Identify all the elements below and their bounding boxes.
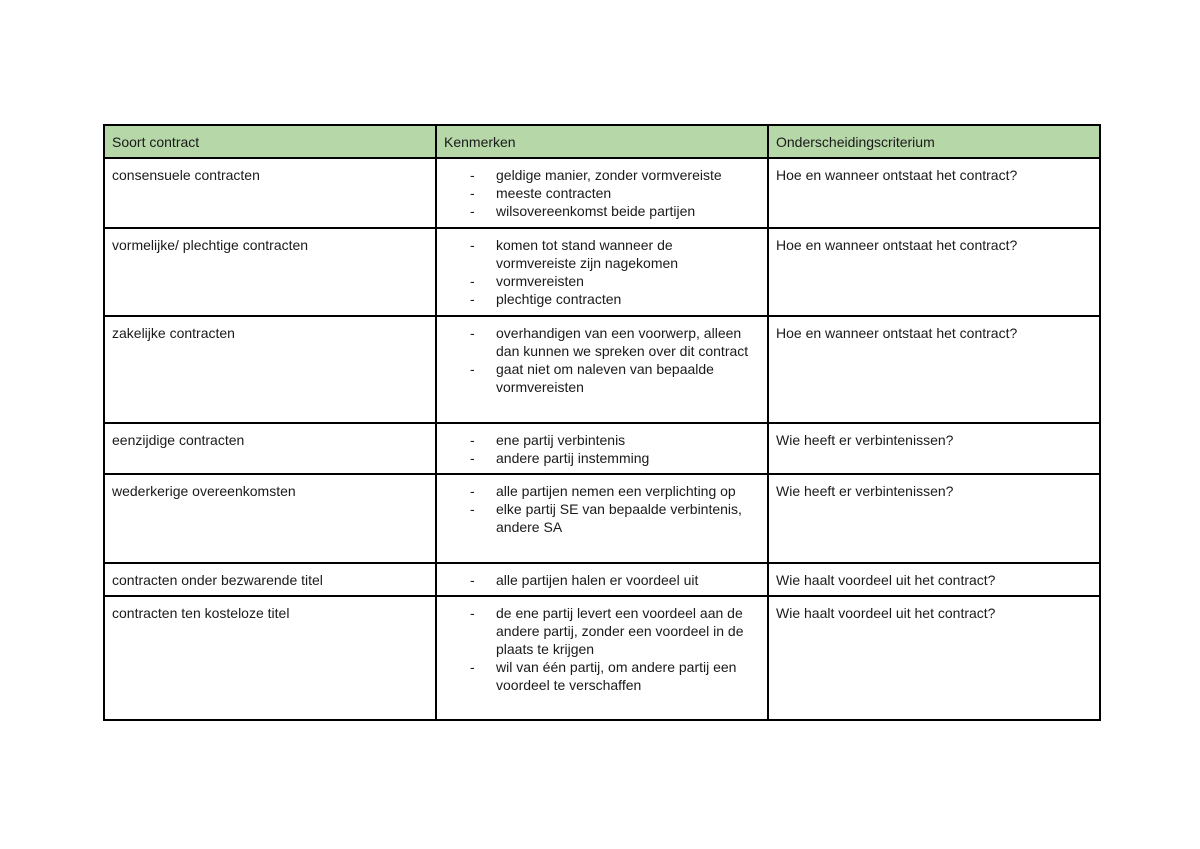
kenmerk-item — [444, 184, 760, 202]
kenmerk-text: alle partijen halen er voordeel uit — [496, 572, 699, 588]
cell-kenmerken — [436, 563, 768, 596]
cell-soort-contract: consensuele contracten — [104, 158, 436, 228]
kenmerken-list — [444, 571, 760, 589]
kenmerk-text: gaat niet om naleven van bepaalde vormvereisten — [496, 361, 714, 395]
header-row — [104, 125, 1100, 158]
cell-soort-contract: contracten ten kosteloze titel — [104, 596, 436, 720]
kenmerk-text: vormvereisten — [496, 273, 584, 289]
kenmerken-list — [444, 604, 760, 694]
kenmerk-item — [444, 604, 760, 658]
cell-kenmerken — [436, 316, 768, 423]
dash-bullet-icon: - — [470, 325, 475, 341]
kenmerken-list — [444, 482, 760, 536]
cell-kenmerken — [436, 228, 768, 316]
cell-soort-contract: eenzijdige contracten — [104, 423, 436, 474]
kenmerk-item — [444, 290, 760, 308]
kenmerk-text: wilsovereenkomst beide partijen — [496, 203, 696, 219]
cell-kenmerken — [436, 596, 768, 720]
cell-soort-contract: zakelijke contracten — [104, 316, 436, 423]
kenmerken-list — [444, 166, 760, 220]
kenmerk-text: meeste contracten — [496, 185, 612, 201]
kenmerk-item — [444, 202, 760, 220]
cell-onderscheidingscriterium: Hoe en wanneer ontstaat het contract? — [768, 228, 1100, 316]
cell-onderscheidingscriterium: Hoe en wanneer ontstaat het contract? — [768, 316, 1100, 423]
dash-bullet-icon: - — [470, 273, 475, 289]
dash-bullet-icon: - — [470, 659, 475, 675]
cell-soort-contract: wederkerige overeenkomsten — [104, 474, 436, 563]
kenmerk-text: de ene partij levert een voordeel aan de andere partij, zonder een voordeel in de plaats te krijgen — [496, 605, 744, 657]
cell-kenmerken — [436, 474, 768, 563]
kenmerk-item — [444, 571, 760, 589]
table-row — [104, 563, 1100, 596]
table-row — [104, 423, 1100, 474]
kenmerk-item — [444, 431, 760, 449]
kenmerken-list — [444, 324, 760, 396]
kenmerk-text: elke partij SE van bepaalde verbintenis, andere SA — [496, 501, 742, 535]
kenmerk-text: wil van één partij, om andere partij een voordeel te verschaffen — [496, 659, 737, 693]
cell-onderscheidingscriterium: Wie heeft er verbintenissen? — [768, 474, 1100, 563]
kenmerk-text: komen tot stand wanneer de vormvereiste zijn nagekomen — [496, 237, 679, 271]
table-row — [104, 474, 1100, 563]
dash-bullet-icon: - — [470, 237, 475, 253]
kenmerk-item — [444, 272, 760, 290]
dash-bullet-icon: - — [470, 361, 475, 377]
dash-bullet-icon: - — [470, 432, 475, 448]
header-kenmerken: Kenmerken — [436, 125, 768, 158]
dash-bullet-icon: - — [470, 291, 475, 307]
kenmerk-item — [444, 658, 760, 694]
dash-bullet-icon: - — [470, 605, 475, 621]
header-soort-contract: Soort contract — [104, 125, 436, 158]
cell-onderscheidingscriterium: Wie haalt voordeel uit het contract? — [768, 563, 1100, 596]
kenmerk-text: plechtige contracten — [496, 291, 622, 307]
kenmerk-item — [444, 324, 760, 360]
header-onderscheidingscriterium: Onderscheidingscriterium — [768, 125, 1100, 158]
cell-onderscheidingscriterium: Wie heeft er verbintenissen? — [768, 423, 1100, 474]
table-body — [104, 158, 1100, 720]
kenmerk-item — [444, 360, 760, 396]
kenmerk-text: andere partij instemming — [496, 450, 650, 466]
table-row — [104, 316, 1100, 423]
cell-kenmerken — [436, 158, 768, 228]
table-row — [104, 158, 1100, 228]
kenmerk-item — [444, 166, 760, 184]
cell-kenmerken — [436, 423, 768, 474]
kenmerk-text: geldige manier, zonder vormvereiste — [496, 167, 722, 183]
dash-bullet-icon: - — [470, 572, 475, 588]
dash-bullet-icon: - — [470, 483, 475, 499]
cell-onderscheidingscriterium: Hoe en wanneer ontstaat het contract? — [768, 158, 1100, 228]
kenmerk-item — [444, 236, 760, 272]
kenmerk-item — [444, 449, 760, 467]
dash-bullet-icon: - — [470, 167, 475, 183]
kenmerk-item — [444, 500, 760, 536]
table-row — [104, 228, 1100, 316]
kenmerk-item — [444, 482, 760, 500]
cell-soort-contract: vormelijke/ plechtige contracten — [104, 228, 436, 316]
cell-onderscheidingscriterium: Wie haalt voordeel uit het contract? — [768, 596, 1100, 720]
kenmerken-list — [444, 431, 760, 467]
dash-bullet-icon: - — [470, 450, 475, 466]
dash-bullet-icon: - — [470, 185, 475, 201]
contract-table — [103, 124, 1101, 721]
dash-bullet-icon: - — [470, 203, 475, 219]
kenmerken-list — [444, 236, 760, 308]
kenmerk-text: alle partijen nemen een verplichting op — [496, 483, 736, 499]
kenmerk-text: overhandigen van een voorwerp, alleen dan kunnen we spreken over dit contract — [496, 325, 749, 359]
cell-soort-contract: contracten onder bezwarende titel — [104, 563, 436, 596]
kenmerk-text: ene partij verbintenis — [496, 432, 626, 448]
dash-bullet-icon: - — [470, 501, 475, 517]
table-row — [104, 596, 1100, 720]
